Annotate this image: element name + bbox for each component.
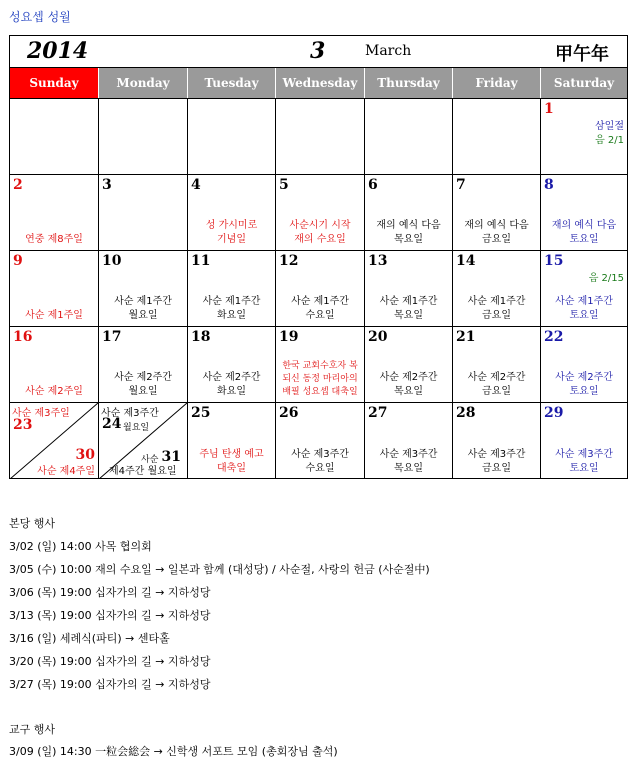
- day-cell-empty: [365, 99, 453, 174]
- day-number: 13: [368, 253, 388, 269]
- day-cell-10: [99, 251, 188, 326]
- day-note: 사순 제1주간 토요일: [555, 296, 613, 321]
- day-note: 사순 제2주간 목요일: [379, 372, 438, 397]
- weekday-header-row: [10, 68, 627, 99]
- day-number: 23: [13, 417, 33, 433]
- day-number: 1: [544, 101, 554, 117]
- day-cell-empty: [453, 99, 541, 174]
- day-cell-26: [276, 403, 365, 479]
- day-cell-28: [453, 403, 541, 479]
- day-cell-20: [365, 327, 453, 402]
- day-number: 25: [191, 405, 211, 421]
- day-cell-11: [188, 251, 276, 326]
- day-number: 7: [456, 177, 466, 193]
- day-note: 사순시기 시작 재의 수요일: [289, 220, 351, 245]
- day-cell-8: [541, 175, 627, 250]
- weekday-friday: Friday: [453, 68, 541, 98]
- day-cell-2: [10, 175, 99, 250]
- day-number: 26: [279, 405, 299, 421]
- day-number: 20: [368, 329, 388, 345]
- day-cell-15: [541, 251, 627, 326]
- day-number: 12: [279, 253, 299, 269]
- day-number: 9: [13, 253, 23, 269]
- day-note: 사순 제1주간 월요일: [114, 296, 172, 321]
- day-cell-14: [453, 251, 541, 326]
- calendar-month-name: March: [365, 43, 412, 59]
- day-number: 29: [544, 405, 564, 421]
- day-number: 6: [368, 177, 378, 193]
- calendar-week: [10, 175, 627, 251]
- community-events-heading: 교구 행사: [9, 723, 56, 736]
- lunar-date: 음 2/15: [588, 273, 624, 284]
- day-number: 15: [544, 253, 564, 269]
- day-number: 28: [456, 405, 476, 421]
- day-number: 17: [102, 329, 122, 345]
- day-note: 주님 탄생 예고 대축일: [199, 449, 264, 474]
- day-cell-22: [541, 327, 627, 402]
- event-item: 3/05 (수) 10:00 재의 수요일 → 일본과 함께 (대성당) / 사순절, 사랑의 헌금 (사순절中): [9, 563, 430, 576]
- day-note: 사순 제1주간 화요일: [202, 296, 261, 321]
- day-note: 사순 제2주간 토요일: [555, 372, 613, 397]
- day-cell-7: [453, 175, 541, 250]
- calendar-grid: [10, 99, 627, 479]
- calendar-week: [10, 251, 627, 327]
- calendar-week: [10, 327, 627, 403]
- day-note: 삼일절: [595, 121, 624, 132]
- day-cell-empty: [10, 99, 99, 174]
- parish-events-heading: 본당 행사: [9, 517, 56, 530]
- day-note: 사순 제1주간 목요일: [379, 296, 438, 321]
- day-note: 사순 제2주간 월요일: [114, 372, 172, 397]
- day-number: 11: [191, 253, 211, 269]
- day-number: 2: [13, 177, 23, 193]
- day-number: 31: [161, 449, 181, 465]
- day-cell-6: [365, 175, 453, 250]
- day-number: 3: [102, 177, 112, 193]
- day-note: 사순 제3주간: [101, 408, 159, 419]
- day-note: 연중 제8주일: [25, 234, 83, 245]
- day-note: 재의 예식 다음 목요일: [376, 220, 441, 245]
- day-note: 재의 예식 다음 금요일: [464, 220, 529, 245]
- calendar-header: [10, 36, 627, 68]
- day-note: 사순 제1주간 수요일: [291, 296, 349, 321]
- calendar-week: [10, 403, 627, 479]
- weekday-tuesday: Tuesday: [188, 68, 276, 98]
- day-cell-25: [188, 403, 276, 479]
- day-note: 월요일: [123, 423, 150, 433]
- day-cell-16: [10, 327, 99, 402]
- day-note: 사순 제3주간 수요일: [291, 449, 349, 474]
- day-number: 5: [279, 177, 289, 193]
- calendar-cyclical-year: 甲午年: [555, 44, 609, 65]
- day-note: 성 가시미로 기념일: [205, 220, 258, 245]
- day-note: 사순: [141, 455, 159, 465]
- calendar-month-number: 3: [310, 38, 326, 64]
- day-number: 21: [456, 329, 476, 345]
- day-note: 재의 예식 다음 토요일: [551, 220, 617, 245]
- event-item: 3/13 (목) 19:00 십자가의 길 → 지하성당: [9, 609, 211, 622]
- day-cell-13: [365, 251, 453, 326]
- day-cell-3: [99, 175, 188, 250]
- day-number: 18: [191, 329, 211, 345]
- day-cell-27: [365, 403, 453, 479]
- day-cell-21: [453, 327, 541, 402]
- day-number: 16: [13, 329, 33, 345]
- day-number: 4: [191, 177, 201, 193]
- event-item: 3/09 (일) 14:30 一粒会総会 → 신학생 서포트 모임 (총회장님 출석): [9, 745, 338, 758]
- weekday-monday: Monday: [99, 68, 188, 98]
- day-note: 사순 제3주일: [12, 408, 70, 419]
- day-number: 19: [279, 329, 299, 345]
- day-note: 사순 제3주간 목요일: [379, 449, 438, 474]
- calendar-week: [10, 99, 627, 175]
- day-number: 8: [544, 177, 554, 193]
- event-item: 3/27 (목) 19:00 십자가의 길 → 지하성당: [9, 678, 211, 691]
- day-number: 30: [75, 447, 95, 463]
- day-cell-29: [541, 403, 627, 479]
- day-note: 사순 제2주간 화요일: [202, 372, 261, 397]
- event-item: 3/02 (일) 14:00 사목 협의회: [9, 540, 152, 553]
- day-note: 사순 제1주간 금요일: [467, 296, 526, 321]
- event-item: 3/20 (목) 19:00 십자가의 길 → 지하성당: [9, 655, 211, 668]
- day-number: 14: [456, 253, 476, 269]
- day-cell-9: [10, 251, 99, 326]
- day-cell-5: [276, 175, 365, 250]
- day-number: 27: [368, 405, 388, 421]
- weekday-sunday: Sunday: [10, 68, 99, 98]
- weekday-thursday: Thursday: [365, 68, 453, 98]
- lunar-date: 음 2/1: [595, 135, 624, 146]
- day-note: 사순 제2주일: [25, 386, 83, 397]
- day-note: 사순 제3주간 금요일: [467, 449, 526, 474]
- day-cell-23-30: [10, 403, 99, 479]
- day-number: 24: [102, 416, 122, 432]
- weekday-saturday: Saturday: [541, 68, 627, 98]
- day-note: 사순 제3주간 토요일: [555, 449, 613, 474]
- day-cell-12: [276, 251, 365, 326]
- day-cell-1: [541, 99, 627, 174]
- day-number: 10: [102, 253, 122, 269]
- day-number: 22: [544, 329, 564, 345]
- day-cell-24-31: [99, 403, 188, 479]
- day-cell-empty: [99, 99, 188, 174]
- day-note: 제4주간 월요일: [109, 466, 177, 477]
- event-item: 3/16 (일) 세례식(파티) → 센타홀: [9, 632, 170, 645]
- day-note: 사순 제2주간 금요일: [467, 372, 526, 397]
- day-note: 사순 제1주일: [25, 310, 83, 321]
- page-title-link[interactable]: 성요셉 성월: [9, 10, 71, 24]
- day-cell-4: [188, 175, 276, 250]
- day-cell-17: [99, 327, 188, 402]
- day-note: 사순 제4주일: [37, 466, 95, 477]
- calendar: [9, 35, 628, 479]
- day-cell-19: [276, 327, 365, 402]
- day-cell-empty: [188, 99, 276, 174]
- weekday-wednesday: Wednesday: [276, 68, 365, 98]
- day-cell-18: [188, 327, 276, 402]
- calendar-year: 2014: [27, 38, 89, 64]
- day-note: 한국 교회수호자 복 되신 동정 마리아의 배필 성요셉 대축일: [282, 361, 358, 397]
- event-item: 3/06 (목) 19:00 십자가의 길 → 지하성당: [9, 586, 211, 599]
- day-cell-empty: [276, 99, 365, 174]
